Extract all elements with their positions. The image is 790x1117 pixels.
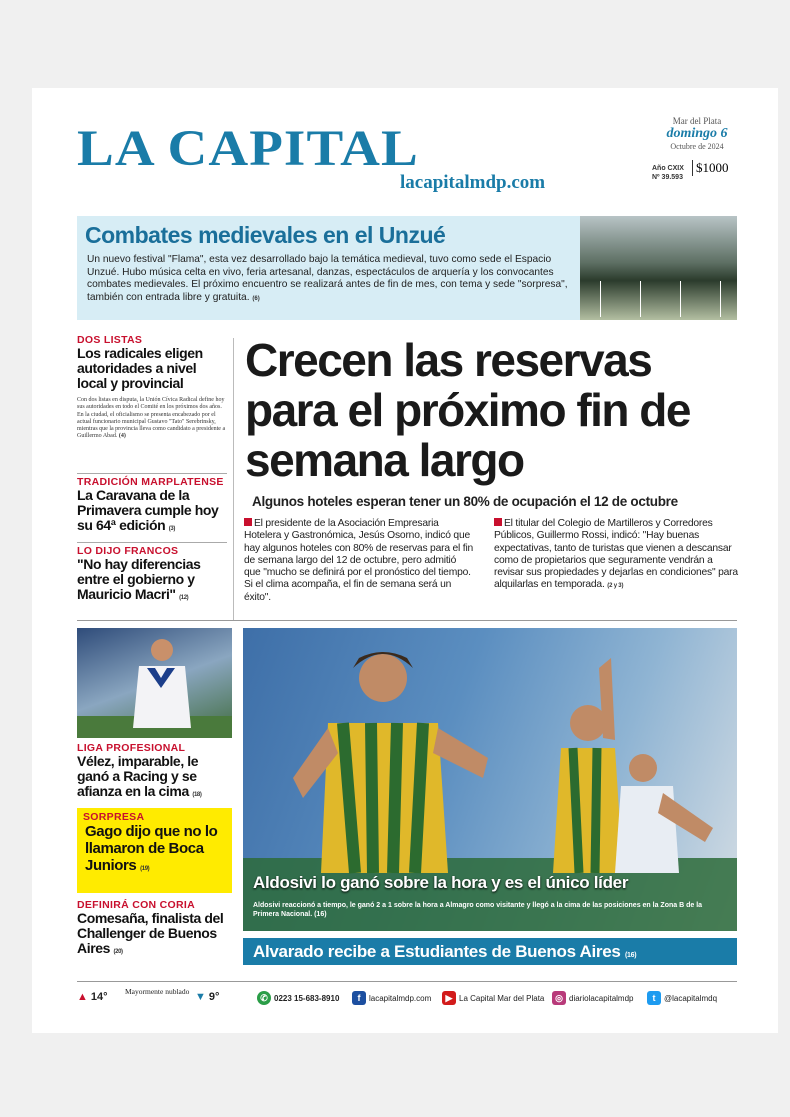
sidebar-item-3-headline bbox=[77, 557, 227, 606]
sports-item-1-ref: (18) bbox=[192, 792, 202, 798]
weather-max bbox=[77, 991, 108, 1003]
triangle-down-icon: ▼ bbox=[195, 991, 206, 1003]
facebook-icon: f bbox=[352, 991, 366, 1005]
main-dek: Algunos hoteles esperan tener un 80% de ocupación el 12 de octubre bbox=[252, 494, 678, 509]
sports-item-3-headline bbox=[77, 911, 232, 960]
main-column-2 bbox=[494, 518, 740, 593]
footer bbox=[77, 985, 737, 1011]
weather-min bbox=[195, 991, 219, 1003]
edition-date: Octubre de 2024 bbox=[670, 142, 724, 151]
main-headline[interactable]: Crecen las reservas para el próximo fin de semana largo bbox=[245, 334, 690, 486]
sidebar-item-2-kicker: TRADICIÓN MARPLATENSE bbox=[77, 476, 224, 488]
sports-item-3[interactable] bbox=[77, 899, 232, 960]
youtube-icon: ▶ bbox=[442, 991, 456, 1005]
sidebar-item-3-kicker: LO DIJO FRANCOS bbox=[77, 545, 179, 557]
alvarado-headline: Alvarado recibe a Estudiantes de Buenos Aires bbox=[253, 942, 621, 961]
issue-year: Año CXIX bbox=[652, 165, 684, 172]
youtube-handle: La Capital Mar del Plata bbox=[459, 993, 545, 1003]
issue-number: Nº 39.593 bbox=[652, 174, 683, 181]
banner-photo bbox=[580, 216, 737, 320]
sidebar-item-1-kicker: DOS LISTAS bbox=[77, 334, 143, 346]
sidebar-item-2-ref: (3) bbox=[168, 526, 175, 532]
sports-item-2-kicker: SORPRESA bbox=[83, 811, 145, 823]
banner-body bbox=[87, 254, 573, 305]
sports-item-2-headline-text: Gago dijo que no lo llamaron de Boca Juniors bbox=[85, 823, 218, 874]
sports-item-1-kicker: LIGA PROFESIONAL bbox=[77, 742, 186, 754]
whatsapp-icon: ✆ bbox=[257, 991, 271, 1005]
temp-max: 14° bbox=[90, 991, 108, 1003]
issue-info bbox=[652, 164, 684, 182]
sports-item-2-headline bbox=[77, 823, 232, 878]
sports-item-1-headline-text: Vélez, imparable, le ganó a Racing y se afianza en la cima bbox=[77, 753, 199, 799]
twitter-handle: @lacapitalmdq bbox=[664, 993, 718, 1003]
facebook-link[interactable] bbox=[352, 991, 431, 1005]
sports-item-2[interactable] bbox=[77, 808, 232, 893]
aldosivi-headline: Aldosivi lo ganó sobre la hora y es el único líder bbox=[253, 873, 629, 892]
youtube-link[interactable] bbox=[442, 991, 544, 1005]
divider bbox=[77, 473, 227, 474]
footer-divider bbox=[77, 981, 737, 982]
sidebar-item-1-body-text: Con dos listas en disputa, la Unión Cívica Radical define hoy sus autoridades en todo el Comité en los próximos dos años. En la ciudad, el oficialismo se presenta encabezado por el actual funcionario municipal Gustavo "Tato" Serebrinsky, mientras que la provincia lleva como candidato a presidente a Guillermo Abad. bbox=[77, 397, 226, 440]
banner-title: Combates medievales en el Unzué bbox=[85, 222, 446, 248]
masthead: LA CAPITAL bbox=[77, 121, 419, 177]
divider bbox=[77, 542, 227, 543]
main-column-2-ref: (2 y 3) bbox=[607, 583, 624, 590]
edition-info bbox=[642, 116, 752, 151]
sports-item-3-ref: (20) bbox=[113, 949, 123, 955]
aldosivi-ref: (16) bbox=[314, 911, 327, 918]
main-column-1-text: El presidente de la Asociación Empresaria Hotelera y Gastronómica, Jesús Osorno, indicó que hay algunos hoteles con 80% de reservas para el fin de semana largo del 12 de octubre, pero admitió que "mucho se definirá por el pronóstico del tiempo. Si el clima acompaña, el fin de semana será un éxito". bbox=[244, 518, 474, 603]
edition-city: Mar del Plata bbox=[672, 116, 722, 126]
feature-banner[interactable] bbox=[77, 216, 737, 320]
facebook-handle: lacapitalmdp.com bbox=[369, 993, 432, 1003]
main-column-1 bbox=[244, 518, 474, 604]
website-url[interactable]: lacapitalmdp.com bbox=[400, 172, 546, 193]
aldosivi-photo[interactable] bbox=[243, 628, 737, 931]
sidebar-item-2-headline-text: La Caravana de la Primavera cumple hoy su 64ª edición bbox=[77, 487, 219, 533]
sidebar-item-1-headline: Los radicales eligen autoridades a nivel local y provincial bbox=[77, 345, 203, 391]
sports-item-1[interactable] bbox=[77, 742, 232, 803]
aldosivi-subhead-text: Aldosivi reaccionó a tiempo, le ganó 2 a 1 sobre la hora a Almagro como visitante y llegó a la cima de las posiciones en la Zona B de la Primera Nacional. bbox=[253, 902, 703, 918]
sidebar-item-2[interactable] bbox=[77, 476, 227, 537]
sidebar-item-1-ref: (4) bbox=[118, 433, 126, 440]
main-column-2-text: El titular del Colegio de Martilleros y Corredores Públicos, Guillermo Rossi, indicó: "Hay buenas expectativas, tanto de turistas que vienen a descansar como de propietarios que seguramente vendrán a revisar sus propiedades y dejarlas en condiciones" para alquilarlas en temporada. bbox=[494, 518, 738, 591]
triangle-up-icon: ▲ bbox=[77, 991, 88, 1003]
instagram-handle: diariolacapitalmdp bbox=[569, 993, 634, 1003]
whatsapp-number: 0223 15-683-8910 bbox=[274, 993, 340, 1003]
sports-item-2-ref: (19) bbox=[140, 866, 150, 872]
bullet-icon bbox=[244, 518, 252, 526]
sidebar-item-3-ref: (12) bbox=[179, 595, 189, 601]
column-divider bbox=[233, 338, 234, 620]
banner-body-text: Un nuevo festival "Flama", esta vez desarrollado bajo la temática medieval, tuvo como sede el Espacio Unzué. Hubo música celta en vivo, feria artesanal, danzas, espectáculos de arquería y los convocantes combates medievales. El próximo encuentro se realizará antes de fin de mes, con tema y sede "sorpresa", también con entrada libre y gratuita. bbox=[87, 254, 568, 303]
aldosivi-subhead bbox=[253, 901, 723, 919]
sports-item-1-headline bbox=[77, 754, 232, 803]
twitter-link[interactable] bbox=[647, 991, 717, 1005]
banner-ref: (6) bbox=[252, 295, 260, 302]
instagram-link[interactable] bbox=[552, 991, 633, 1005]
sports-item-3-kicker: DEFINIRÁ CON CORIA bbox=[77, 899, 195, 911]
weather-desc: Mayormente nublado bbox=[125, 987, 190, 996]
alvarado-ref: (16) bbox=[625, 952, 637, 959]
alvarado-bar[interactable] bbox=[243, 938, 737, 965]
velez-photo bbox=[77, 628, 232, 738]
sidebar-item-1[interactable] bbox=[77, 334, 227, 441]
sidebar-item-3-headline-text: "No hay diferencias entre el gobierno y Mauricio Macri" bbox=[77, 556, 201, 602]
whatsapp-link[interactable] bbox=[257, 991, 339, 1005]
newspaper-page bbox=[32, 88, 778, 1033]
sidebar-item-3[interactable] bbox=[77, 545, 227, 606]
edition-day: domingo 6 bbox=[666, 126, 728, 141]
sidebar-item-2-headline bbox=[77, 488, 227, 537]
sidebar-item-1-body bbox=[77, 397, 227, 441]
price: $1000 bbox=[692, 160, 729, 176]
twitter-icon: t bbox=[647, 991, 661, 1005]
sports-item-3-headline-text: Comesaña, finalista del Challenger de Buenos Aires bbox=[77, 910, 224, 956]
temp-min: 9° bbox=[208, 991, 220, 1003]
bullet-icon bbox=[494, 518, 502, 526]
instagram-icon: ◎ bbox=[552, 991, 566, 1005]
section-divider bbox=[77, 620, 737, 621]
